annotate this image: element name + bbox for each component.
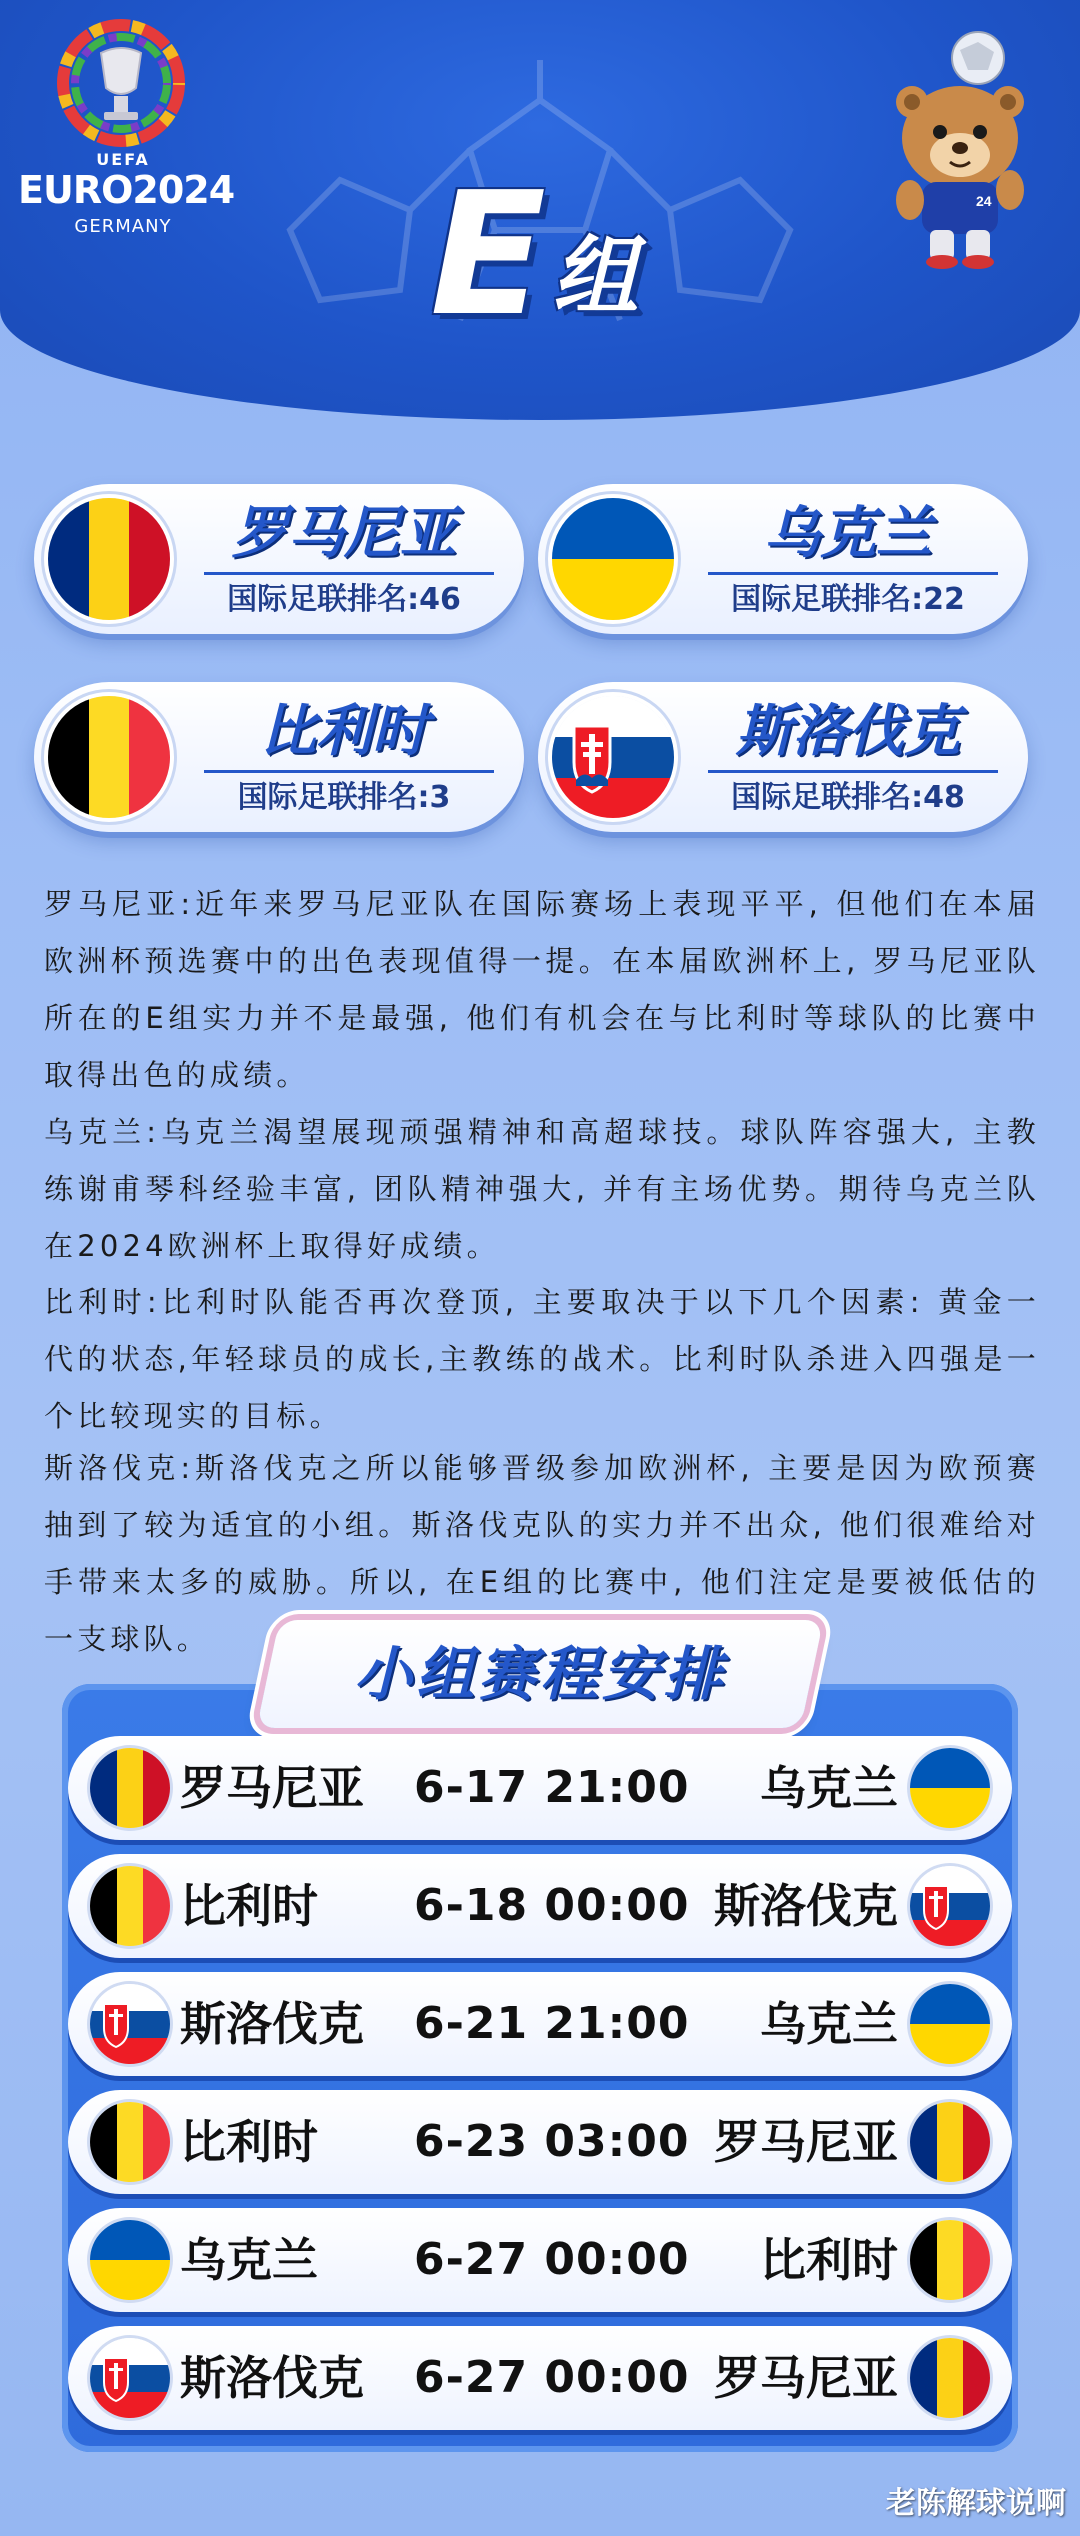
team-card-belgium [34,682,524,832]
belgium-flag-icon [90,2102,170,2182]
team-fifa-rank: 国际足联排名:22 [731,582,965,617]
match-home-team: 乌克兰 [180,2233,318,2287]
match-home-team: 斯洛伐克 [180,2351,364,2405]
match-home-team: 比利时 [180,2115,318,2169]
romania-flag-icon [910,2102,990,2182]
match-row [68,2090,1012,2194]
romania-flag-icon [90,1748,170,1828]
slovakia-flag-icon [552,696,674,818]
match-home-team: 斯洛伐克 [180,1997,364,2051]
svg-text:24: 24 [976,193,992,209]
watermark: 老陈解球说啊 [886,2486,1066,2521]
belgium-flag-icon [910,2220,990,2300]
slovakia-flag-icon [90,1984,170,2064]
match-row [68,2326,1012,2430]
belgium-flag-icon [90,1866,170,1946]
header-banner [0,0,1080,420]
team-name: 乌克兰 [764,501,932,566]
match-away-team: 乌克兰 [760,1997,898,2051]
match-time: 6-17 21:00 [414,1762,690,1813]
match-row [68,1736,1012,1840]
match-time: 6-21 21:00 [414,1998,690,2049]
group-letter: E [430,156,547,354]
team-name: 罗马尼亚 [232,501,456,566]
team-card-ukraine [538,484,1028,634]
divider [708,770,998,773]
ukraine-flag-icon [910,1984,990,2064]
romania-flag-icon [48,498,170,620]
match-away-team: 斯洛伐克 [714,1879,898,1933]
logo-country-text: GERMANY [74,216,172,237]
team-fifa-rank: 国际足联排名:46 [227,582,461,617]
match-row [68,1972,1012,2076]
match-row [68,1854,1012,1958]
divider [708,572,998,575]
belgium-flag-icon [48,696,170,818]
match-time: 6-27 00:00 [414,2234,690,2285]
match-home-team: 罗马尼亚 [180,1761,364,1815]
match-time: 6-23 03:00 [414,2116,690,2167]
trophy-icon [56,18,186,148]
logo-uefa-text: UEFA [96,150,150,169]
team-description-slovakia: 斯洛伐克:斯洛伐克之所以能够晋级参加欧洲杯, 主要是因为欧预赛抽到了较为适宜的小组。斯洛伐克队的实力并不出众, 他们很难给对手带来太多的威胁。所以, 在E组的比赛中, 他们注定是要被低估的一支球队。 [44,1451,1040,1656]
ukraine-flag-icon [90,2220,170,2300]
team-card-slovakia [538,682,1028,832]
romania-flag-icon [910,2338,990,2418]
match-away-team: 罗马尼亚 [714,2351,898,2405]
group-suffix: 组 [552,227,639,327]
euro2024-logo [18,18,235,268]
match-row [68,2208,1012,2312]
team-name: 斯洛伐克 [736,699,960,764]
team-fifa-rank: 国际足联排名:3 [237,780,451,815]
divider [204,770,494,773]
team-description-belgium: 比利时:比利时队能否再次登顶, 主要取决于以下几个因素: 黄金一代的状态,年轻球员的成长,主教练的战术。比利时队杀进入四强是一个比较现实的目标。 [44,1285,1040,1433]
team-name: 比利时 [260,699,428,764]
logo-euro-text: EURO2024 [18,168,235,212]
mascot-bear-icon [860,30,1060,270]
team-description-ukraine: 乌克兰:乌克兰渴望展现顽强精神和高超球技。球队阵容强大, 主教练谢甫琴科经验丰富, 团队精神强大, 并有主场优势。期待乌克兰队在2024欧洲杯上取得好成绩。 [44,1115,1040,1263]
team-description-romania: 罗马尼亚:近年来罗马尼亚队在国际赛场上表现平平, 但他们在本届欧洲杯预选赛中的出色表现值得一提。在本届欧洲杯上, 罗马尼亚队所在的E组实力并不是最强, 他们有机会在与比利时等球队的比赛中取得出色的成绩。 [44,887,1040,1092]
schedule-title: 小组赛程安排 [353,1640,726,1708]
ukraine-flag-icon [910,1748,990,1828]
match-time: 6-18 00:00 [414,1880,690,1931]
match-home-team: 比利时 [180,1879,318,1933]
match-time: 6-27 00:00 [414,2352,690,2403]
match-away-team: 乌克兰 [760,1761,898,1815]
ukraine-flag-icon [552,498,674,620]
slovakia-flag-icon [90,2338,170,2418]
group-title [430,140,639,354]
match-away-team: 罗马尼亚 [714,2115,898,2169]
slovakia-flag-icon [910,1866,990,1946]
team-fifa-rank: 国际足联排名:48 [731,780,965,815]
divider [204,572,494,575]
match-away-team: 比利时 [760,2233,898,2287]
team-card-romania [34,484,524,634]
